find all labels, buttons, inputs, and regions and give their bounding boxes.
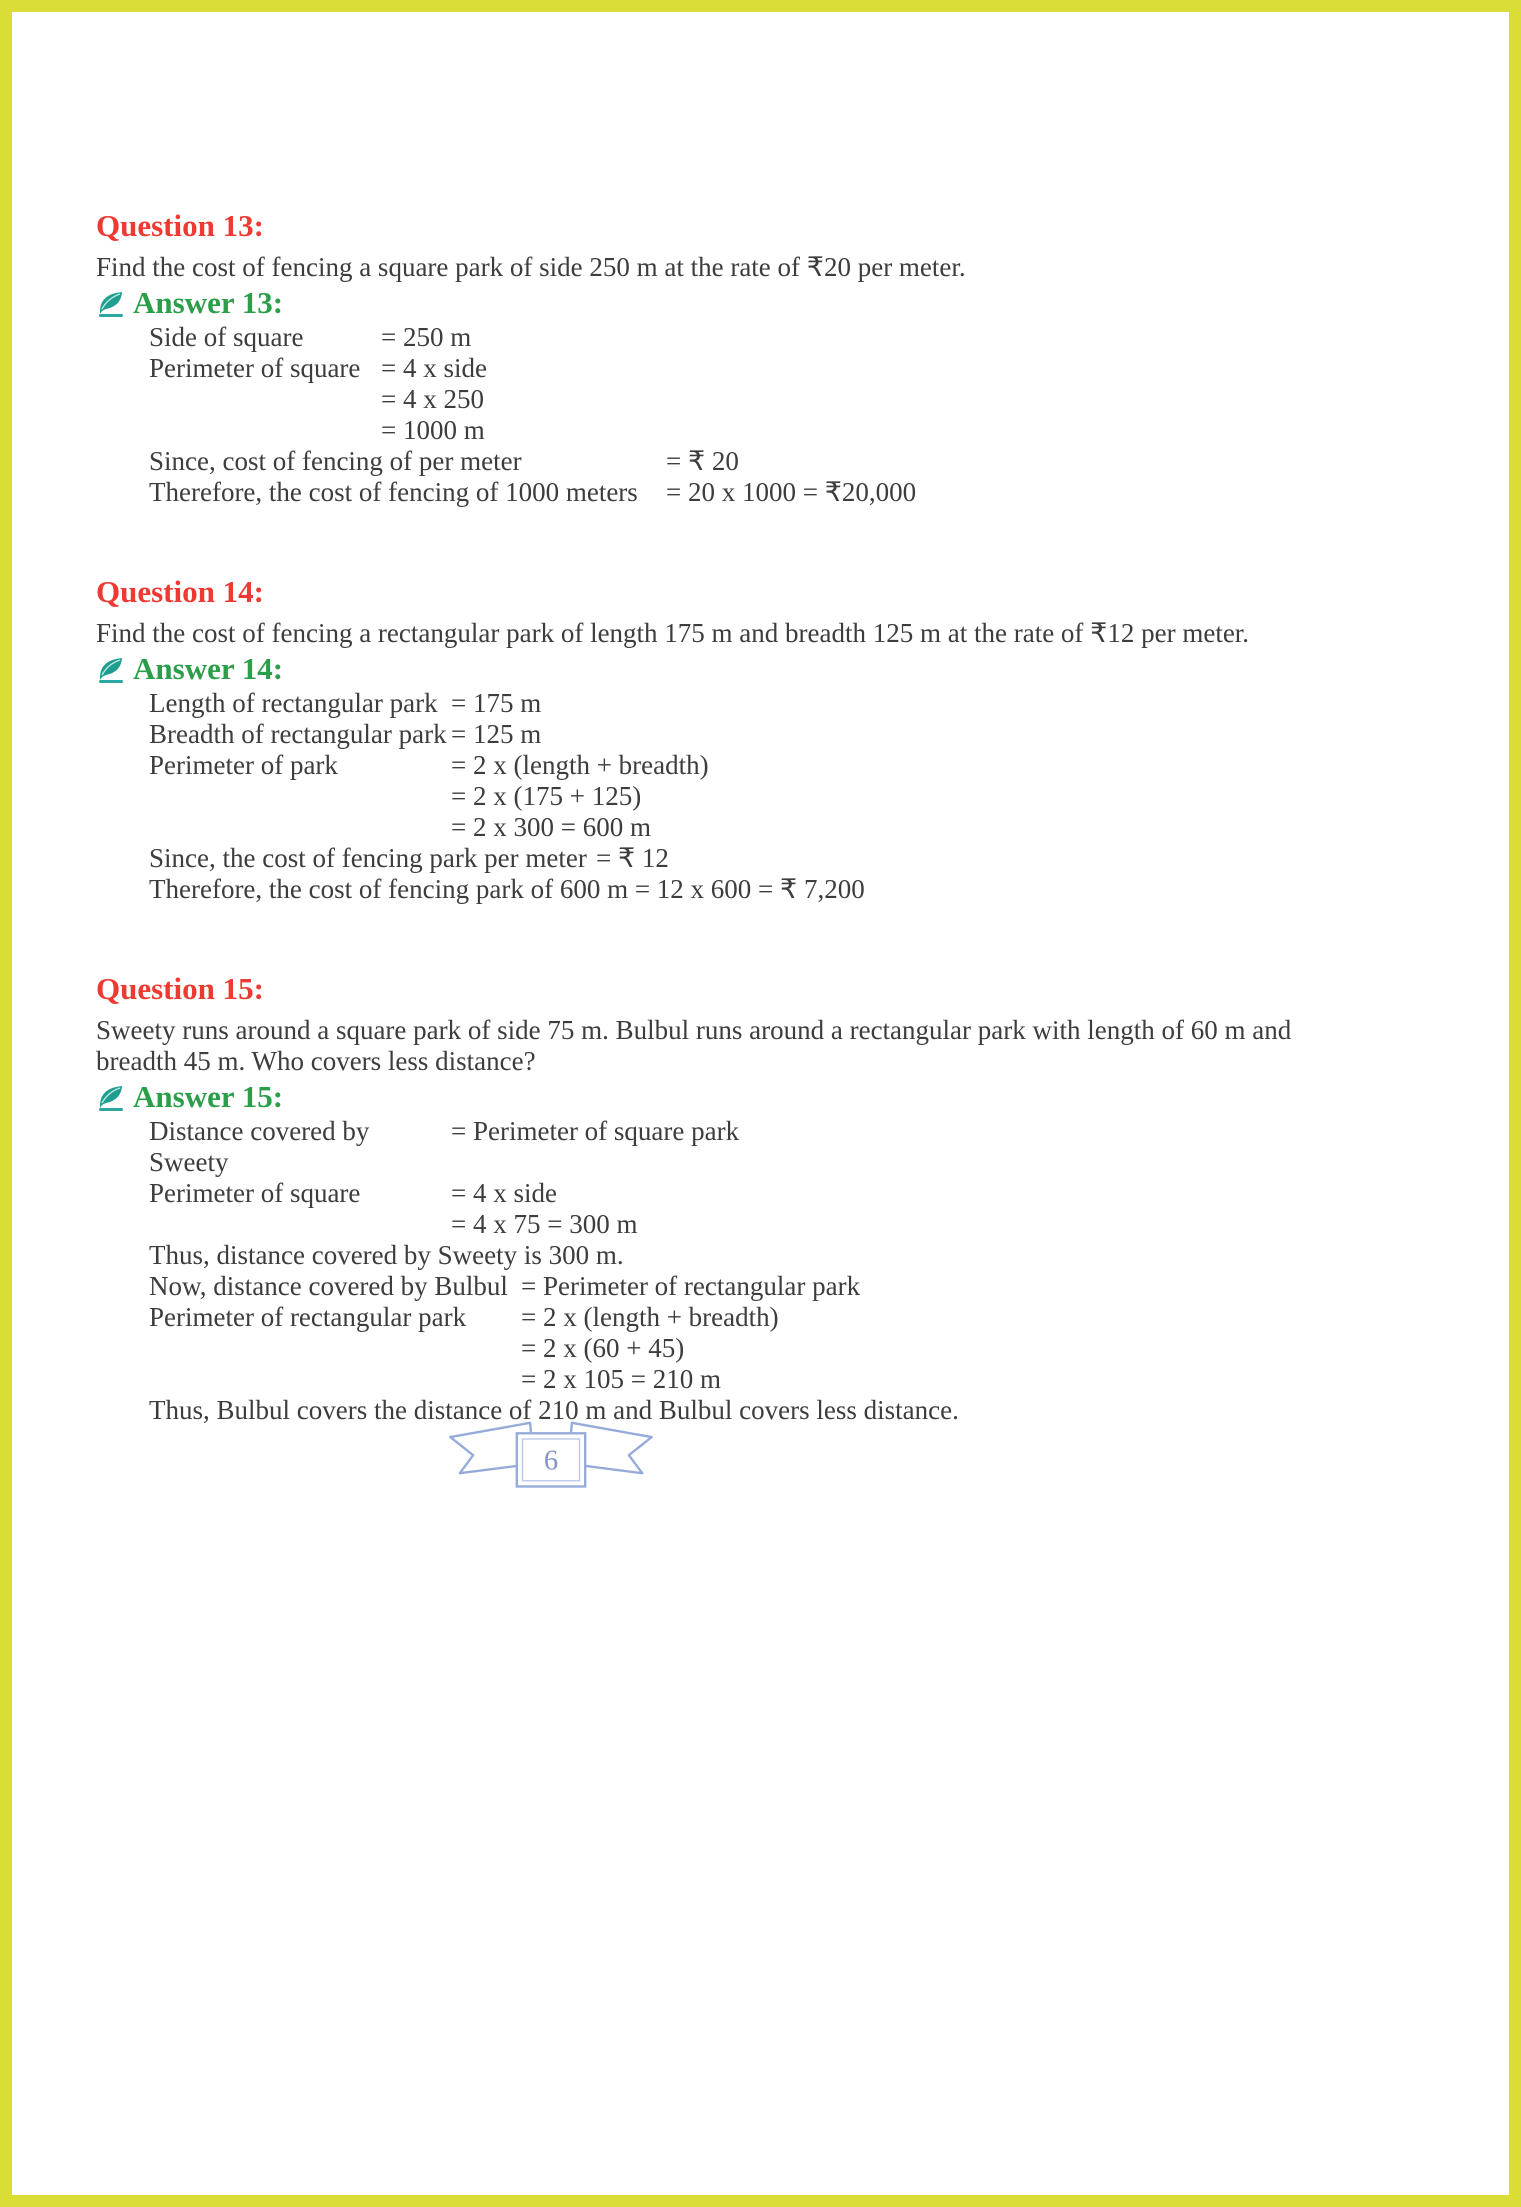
- answer-line: Thus, Bulbul covers the distance of 210 m and Bulbul covers less distance.: [149, 1395, 959, 1425]
- question-text: Find the cost of fencing a rectangular park of length 175 m and breadth 125 m at the rate of ₹12 per meter.: [96, 618, 1250, 648]
- question-heading: Question 14:: [96, 574, 264, 609]
- line-label: Length of rectangular park: [149, 688, 438, 718]
- line-label: Therefore, the cost of fencing of 1000 meters: [149, 477, 638, 507]
- answer-line: [149, 843, 1431, 874]
- line-value: = 4 x side: [381, 353, 487, 383]
- line-label: [149, 812, 451, 843]
- line-value: = ₹ 20: [666, 446, 739, 476]
- line-value: = 20 x 1000 = ₹20,000: [666, 477, 917, 507]
- line-label: [149, 1364, 521, 1395]
- line-value: = 2 x (length + breadth): [521, 1302, 779, 1332]
- leaf-logo-icon: [96, 654, 126, 684]
- leaf-logo-icon: [96, 288, 126, 318]
- answer-line: [149, 1116, 1431, 1178]
- question-heading: Question 13:: [96, 208, 264, 243]
- answer-line: Thus, distance covered by Sweety is 300 m.: [149, 1240, 624, 1270]
- answer-heading-label: Answer 14:: [133, 651, 284, 686]
- answer-heading: [96, 1079, 1431, 1115]
- line-value: = Perimeter of rectangular park: [521, 1271, 861, 1301]
- line-label: Perimeter of square: [149, 1178, 361, 1208]
- answer-line: [149, 1333, 1431, 1364]
- line-value: = 2 x (60 + 45): [521, 1333, 685, 1363]
- answer-body: [149, 1116, 1431, 1426]
- answer-line: [149, 446, 1431, 477]
- answer-line: [149, 1364, 1431, 1395]
- answer-line: [149, 477, 1431, 508]
- answer-line: [149, 415, 1431, 446]
- line-value: = 250 m: [381, 322, 472, 352]
- line-label: Since, the cost of fencing park per meter: [149, 843, 587, 873]
- question-14-section: [96, 574, 1431, 905]
- page-number: 6: [543, 1445, 559, 1477]
- line-label: [149, 1209, 451, 1240]
- answer-heading: [96, 651, 1431, 687]
- answer-line: [149, 719, 1431, 750]
- page-number-ribbon: [437, 1412, 665, 1504]
- answer-heading-label: Answer 13:: [133, 285, 284, 320]
- answer-heading-label: Answer 15:: [133, 1079, 284, 1114]
- line-label: Now, distance covered by Bulbul: [149, 1271, 508, 1301]
- question-13-section: [96, 208, 1431, 508]
- line-value: = 4 x 250: [381, 384, 484, 414]
- answer-line: [149, 1178, 1431, 1209]
- line-label: Perimeter of rectangular park: [149, 1302, 467, 1332]
- line-value: = 175 m: [451, 688, 542, 718]
- question-text: Find the cost of fencing a square park of side 250 m at the rate of ₹20 per meter.: [96, 252, 966, 282]
- line-value: = 2 x 300 = 600 m: [451, 812, 651, 842]
- answer-line: [149, 353, 1431, 384]
- line-label: Breadth of rectangular park: [149, 719, 447, 749]
- question-text: Sweety runs around a square park of side 75 m. Bulbul runs around a rectangular park with length of 60 m and breadth 45 m. Who covers less distance?: [96, 1015, 1292, 1076]
- line-label: Side of square: [149, 322, 304, 352]
- line-value: = Perimeter of square park: [451, 1116, 740, 1146]
- line-value: = 2 x (175 + 125): [451, 781, 642, 811]
- page-content: [12, 12, 1509, 1426]
- line-label: [149, 415, 381, 446]
- line-value: = 4 x side: [451, 1178, 557, 1208]
- line-label: Distance covered by Sweety: [149, 1116, 370, 1177]
- answer-line: [149, 1271, 1431, 1302]
- line-value: = 2 x 105 = 210 m: [521, 1364, 721, 1394]
- line-value: = ₹ 12: [596, 843, 669, 873]
- answer-line: Therefore, the cost of fencing park of 600 m = 12 x 600 = ₹ 7,200: [149, 874, 865, 904]
- line-value: = 125 m: [451, 719, 542, 749]
- line-label: [149, 781, 451, 812]
- answer-line: [149, 688, 1431, 719]
- line-value: = 1000 m: [381, 415, 485, 445]
- line-label: Perimeter of park: [149, 750, 338, 780]
- answer-heading: [96, 285, 1431, 321]
- answer-body: [149, 322, 1431, 508]
- leaf-logo-icon: [96, 1082, 126, 1112]
- line-label: Since, cost of fencing of per meter: [149, 446, 522, 476]
- line-label: [149, 1333, 521, 1364]
- answer-body: [149, 688, 1431, 905]
- question-heading: Question 15:: [96, 971, 264, 1006]
- answer-line: [149, 1209, 1431, 1240]
- line-value: = 4 x 75 = 300 m: [451, 1209, 638, 1239]
- line-label: Perimeter of square: [149, 353, 361, 383]
- question-15-section: [96, 971, 1431, 1426]
- answer-line: [149, 781, 1431, 812]
- answer-line: [149, 750, 1431, 781]
- line-label: [149, 384, 381, 415]
- answer-line: [149, 1302, 1431, 1333]
- line-value: = 2 x (length + breadth): [451, 750, 709, 780]
- answer-line: [149, 322, 1431, 353]
- answer-line: [149, 812, 1431, 843]
- answer-line: [149, 384, 1431, 415]
